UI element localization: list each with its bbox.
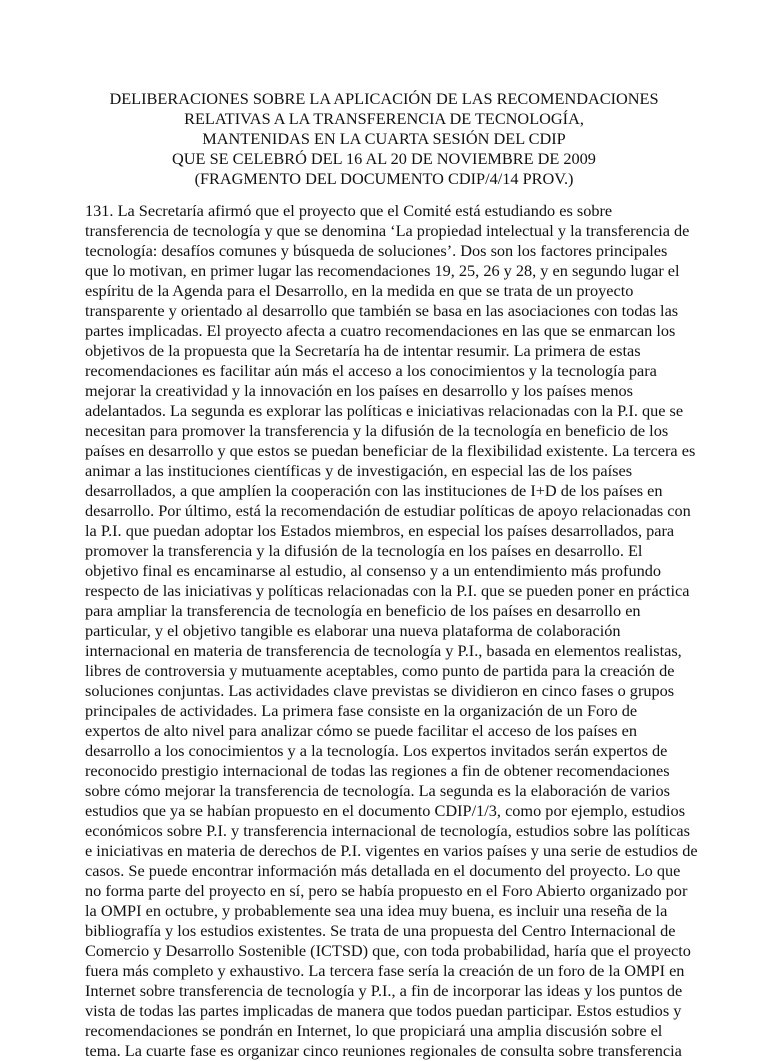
title-line: DELIBERACIONES SOBRE LA APLICACIÓN DE LAS RECOMENDACIONES <box>109 89 659 108</box>
body-line: Comercio y Desarrollo Sostenible (ICTSD) que, con toda probabilidad, haría que el proyecto <box>85 941 691 960</box>
body-line: casos. Se puede encontrar información más detallada en el documento del proyecto. Lo que <box>85 861 681 880</box>
body-line: sobre cómo mejorar la transferencia de tecnología. La segunda es la elaboración de varios <box>85 781 670 800</box>
body-line: transferencia de tecnología y que se denomina ‘La propiedad intelectual y la transferencia de <box>85 221 690 240</box>
body-line: que lo motivan, en primer lugar las recomendaciones 19, 25, 26 y 28, y en segundo lugar el <box>85 261 680 280</box>
body-line: transparente y orientado al desarrollo que también se basa en las asociaciones con todas las <box>85 301 679 320</box>
body-line: necesitan para promover la transferencia y la difusión de la tecnología en beneficio de los <box>85 421 669 440</box>
body-line: vista de todas las partes implicadas de manera que todos puedan participar. Estos estudios y <box>85 1001 682 1020</box>
body-line: espíritu de la Agenda para el Desarrollo, en la medida en que se trata de un proyecto <box>85 281 634 300</box>
body-line: desarrollados, a que amplíen la cooperación con las instituciones de I+D de los países en <box>85 481 663 500</box>
body-line: mejorar la creatividad y la innovación en los países en desarrollo y los países menos <box>85 381 633 400</box>
body-line: reconocido prestigio internacional de todas las regiones a fin de obtener recomendaciones <box>85 761 670 780</box>
body-line: fuera más completo y exhaustivo. La tercera fase sería la creación de un foro de la OMPI en <box>85 961 685 980</box>
title-line: (FRAGMENTO DEL DOCUMENTO CDIP/4/14 PROV.) <box>194 168 574 188</box>
body-line: no forma parte del proyecto en sí, pero se había propuesto en el Foro Abierto organizado por <box>85 881 688 900</box>
body-line: principales de actividades. La primera fase consiste en la organización de un Foro de <box>85 701 638 720</box>
body-line: libres de controversia y mutuamente aceptables, como punto de partida para la creación de <box>85 661 675 680</box>
body-line: recomendaciones se pondrán en Internet, lo que propiciará una amplia discusión sobre el <box>85 1021 663 1040</box>
title-line: MANTENIDAS EN LA CUARTA SESIÓN DEL CDIP <box>202 128 566 148</box>
body-line: recomendaciones es facilitar aún más el acceso a los conocimientos y la tecnología para <box>85 361 657 380</box>
body-line: desarrollo a los conocimientos y a la tecnología. Los expertos invitados serán expertos de <box>85 741 668 760</box>
body-line: promover la transferencia y la difusión de la tecnología en los países en desarrollo. El <box>85 541 643 560</box>
body-line: económicos sobre P.I. y transferencia internacional de tecnología, estudios sobre las políticas <box>85 821 690 840</box>
body-line: tecnología: desafíos comunes y búsqueda de soluciones’. Dos son los factores principales <box>85 241 668 260</box>
body-line: internacional en materia de transferencia de tecnología y P.I., basada en elementos realistas, <box>85 641 682 660</box>
title-line: RELATIVAS A LA TRANSFERENCIA DE TECNOLOGÍA, <box>184 108 584 128</box>
body-line: objetivo final es encaminarse al estudio, al consenso y a un entendimiento más profundo <box>85 561 662 580</box>
body-line: particular, y el objetivo tangible es elaborar una nueva plataforma de colaboración <box>85 621 621 640</box>
body-line: países en desarrollo y que estos se puedan beneficiar de la flexibilidad existente. La tercera es <box>85 441 696 460</box>
body-line: para ampliar la transferencia de tecnología en beneficio de los países en desarrollo en <box>85 601 641 620</box>
body-line: objetivos de la propuesta que la Secretaría ha de intentar resumir. La primera de estas <box>85 341 641 360</box>
body-line: e iniciativas en materia de derechos de P.I. vigentes en varios países y una serie de estudios de <box>85 841 698 860</box>
document-title <box>0 89 768 189</box>
body-line: respecto de las iniciativas y políticas relacionadas con la P.I. que se pueden poner en práctica <box>85 581 690 600</box>
body-line: la P.I. que puedan adoptar los Estados miembros, en especial los países desarrollados, para <box>85 521 675 540</box>
body-line: la OMPI en octubre, y probablemente sea una idea muy buena, es incluir una reseña de la <box>85 901 668 920</box>
body-line: partes implicadas. El proyecto afecta a cuatro recomendaciones en las que se enmarcan los <box>85 321 676 340</box>
body-line: estudios que ya se habían propuesto en el documento CDIP/1/3, como por ejemplo, estudios <box>85 801 686 820</box>
body-line: 131. La Secretaría afirmó que el proyecto que el Comité está estudiando es sobre <box>85 201 613 220</box>
paragraph-131 <box>85 201 725 1061</box>
body-line: soluciones conjuntas. Las actividades clave previstas se dividieron en cinco fases o grupos <box>85 681 675 700</box>
body-line: expertos de alto nivel para analizar cómo se puede facilitar el acceso de los países en <box>85 721 637 740</box>
body-line: animar a las instituciones científicas y de investigación, en especial las de los países <box>85 461 633 480</box>
body-line: Internet sobre transferencia de tecnología y P.I., a fin de incorporar las ideas y los puntos de <box>85 981 683 1000</box>
title-line: QUE SE CELEBRÓ DEL 16 AL 20 DE NOVIEMBRE DE 2009 <box>172 148 596 168</box>
body-line: desarrollo. Por último, está la recomendación de estudiar políticas de apoyo relacionadas con <box>85 501 691 520</box>
body-line: tema. La cuarte fase es organizar cinco reuniones regionales de consulta sobre transferencia <box>85 1041 682 1060</box>
body-line: bibliografía y los estudios existentes. Se trata de una propuesta del Centro Internacional de <box>85 921 676 940</box>
body-line: adelantados. La segunda es explorar las políticas e iniciativas relacionadas con la P.I. que se <box>85 401 684 420</box>
